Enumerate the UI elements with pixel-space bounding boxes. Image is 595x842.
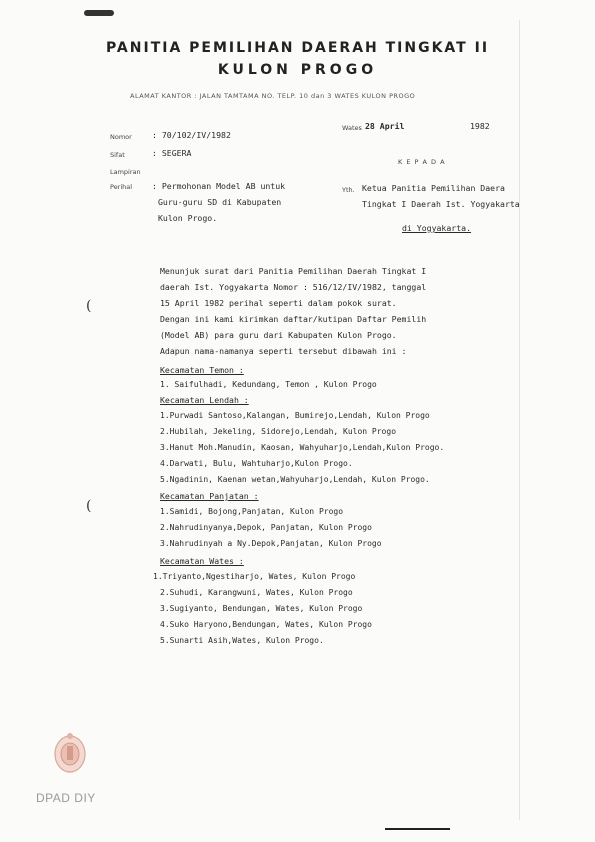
date-place: Wates [342, 124, 362, 132]
list-item: 1.Purwadi Santoso,Kalangan, Bumirejo,Lendah, Kulon Progo [160, 411, 430, 420]
kepada-label: K E P A D A [398, 158, 446, 166]
list-item: 3.Hanut Moh.Manudin, Kaosan, Wahyuharjo,Lendah,Kulon Progo. [160, 443, 445, 452]
sifat-value: : SEGERA [152, 148, 192, 158]
body-line-1: Menunjuk surat dari Panitia Pemilihan Daerah Tingkat I [160, 266, 427, 276]
nomor-label: Nomor [110, 133, 132, 141]
section-heading-panjatan: Kecamatan Panjatan : [160, 491, 259, 501]
list-item: 1.Triyanto,Ngestiharjo, Wates, Kulon Progo [153, 572, 356, 581]
lampiran-label: Lampiran [110, 168, 141, 176]
letterhead-subtitle: KULON PROGO [217, 62, 378, 78]
archive-watermark: DPAD DIY [36, 791, 96, 805]
list-item: 4.Suko Haryono,Bendungan, Wates, Kulon Progo [160, 620, 372, 629]
perihal-line3: Kulon Progo. [158, 213, 218, 223]
body-line-4: Dengan ini kami kirimkan daftar/kutipan Daftar Pemilih [160, 314, 427, 324]
date-year: 1982 [470, 121, 490, 131]
body-line-5: (Model AB) para guru dari Kabupaten Kulon Progo. [160, 330, 397, 340]
list-item: 3.Nahrudinyah a Ny.Depok,Panjatan, Kulon Progo [160, 539, 382, 548]
archive-logo-icon [50, 728, 90, 778]
letterhead-address: ALAMAT KANTOR : JALAN TAMTAMA NO. TELP. 10 dan 3 WATES KULON PROGO [130, 92, 416, 100]
perihal-line1: : Permohonan Model AB untuk [152, 181, 286, 191]
nomor-value: : 70/102/IV/1982 [152, 130, 231, 140]
bottom-rule [385, 828, 450, 830]
body-line-2: daerah Ist. Yogyakarta Nomor : 516/12/IV/1982, tanggal [160, 282, 427, 292]
yth-label: Yth. [342, 186, 355, 194]
body-line-3: 15 April 1982 perihal seperti dalam pokok surat. [160, 298, 397, 308]
recipient-line1: Ketua Panitia Pemilihan Daera [362, 183, 505, 193]
list-item: 5.Sunarti Asih,Wates, Kulon Progo. [160, 636, 324, 645]
perihal-line2: Guru-guru SD di Kabupaten [158, 197, 282, 207]
list-item: 3.Sugiyanto, Bendungan, Wates, Kulon Progo [160, 604, 363, 613]
list-item: 1. Saifulhadi, Kedundang, Temon , Kulon Progo [160, 380, 377, 389]
list-item: 2.Nahrudinyanya,Depok, Panjatan, Kulon Progo [160, 523, 372, 532]
margin-mark-2: ( [86, 498, 92, 514]
sifat-label: Sifat [110, 151, 125, 159]
list-item: 4.Darwati, Bulu, Wahtuharjo,Kulon Progo. [160, 459, 353, 468]
section-heading-wates: Kecamatan Wates : [160, 556, 244, 566]
date-text: 28 April [365, 121, 405, 131]
recipient-line3: di Yogyakarta. [402, 223, 472, 233]
ink-mark [84, 10, 114, 16]
margin-mark-1: ( [86, 298, 92, 314]
section-heading-temon: Kecamatan Temon : [160, 365, 244, 375]
list-item: 5.Ngadinin, Kaenan wetan,Wahyuharjo,Lendah, Kulon Progo. [160, 475, 430, 484]
perihal-label: Perihal [110, 183, 133, 191]
letterhead-title: PANITIA PEMILIHAN DAERAH TINGKAT II [105, 40, 490, 56]
list-item: 2.Suhudi, Karangwuni, Wates, Kulon Progo [160, 588, 353, 597]
section-heading-lendah: Kecamatan Lendah : [160, 395, 249, 405]
list-item: 2.Hubilah, Jekeling, Sidorejo,Lendah, Kulon Progo [160, 427, 397, 436]
body-line-6: Adapun nama-namanya seperti tersebut dibawah ini : [160, 346, 407, 356]
scan-edge [519, 20, 520, 820]
list-item: 1.Samidi, Bojong,Panjatan, Kulon Progo [160, 507, 344, 516]
recipient-line2: Tingkat I Daerah Ist. Yogyakarta [362, 199, 520, 209]
